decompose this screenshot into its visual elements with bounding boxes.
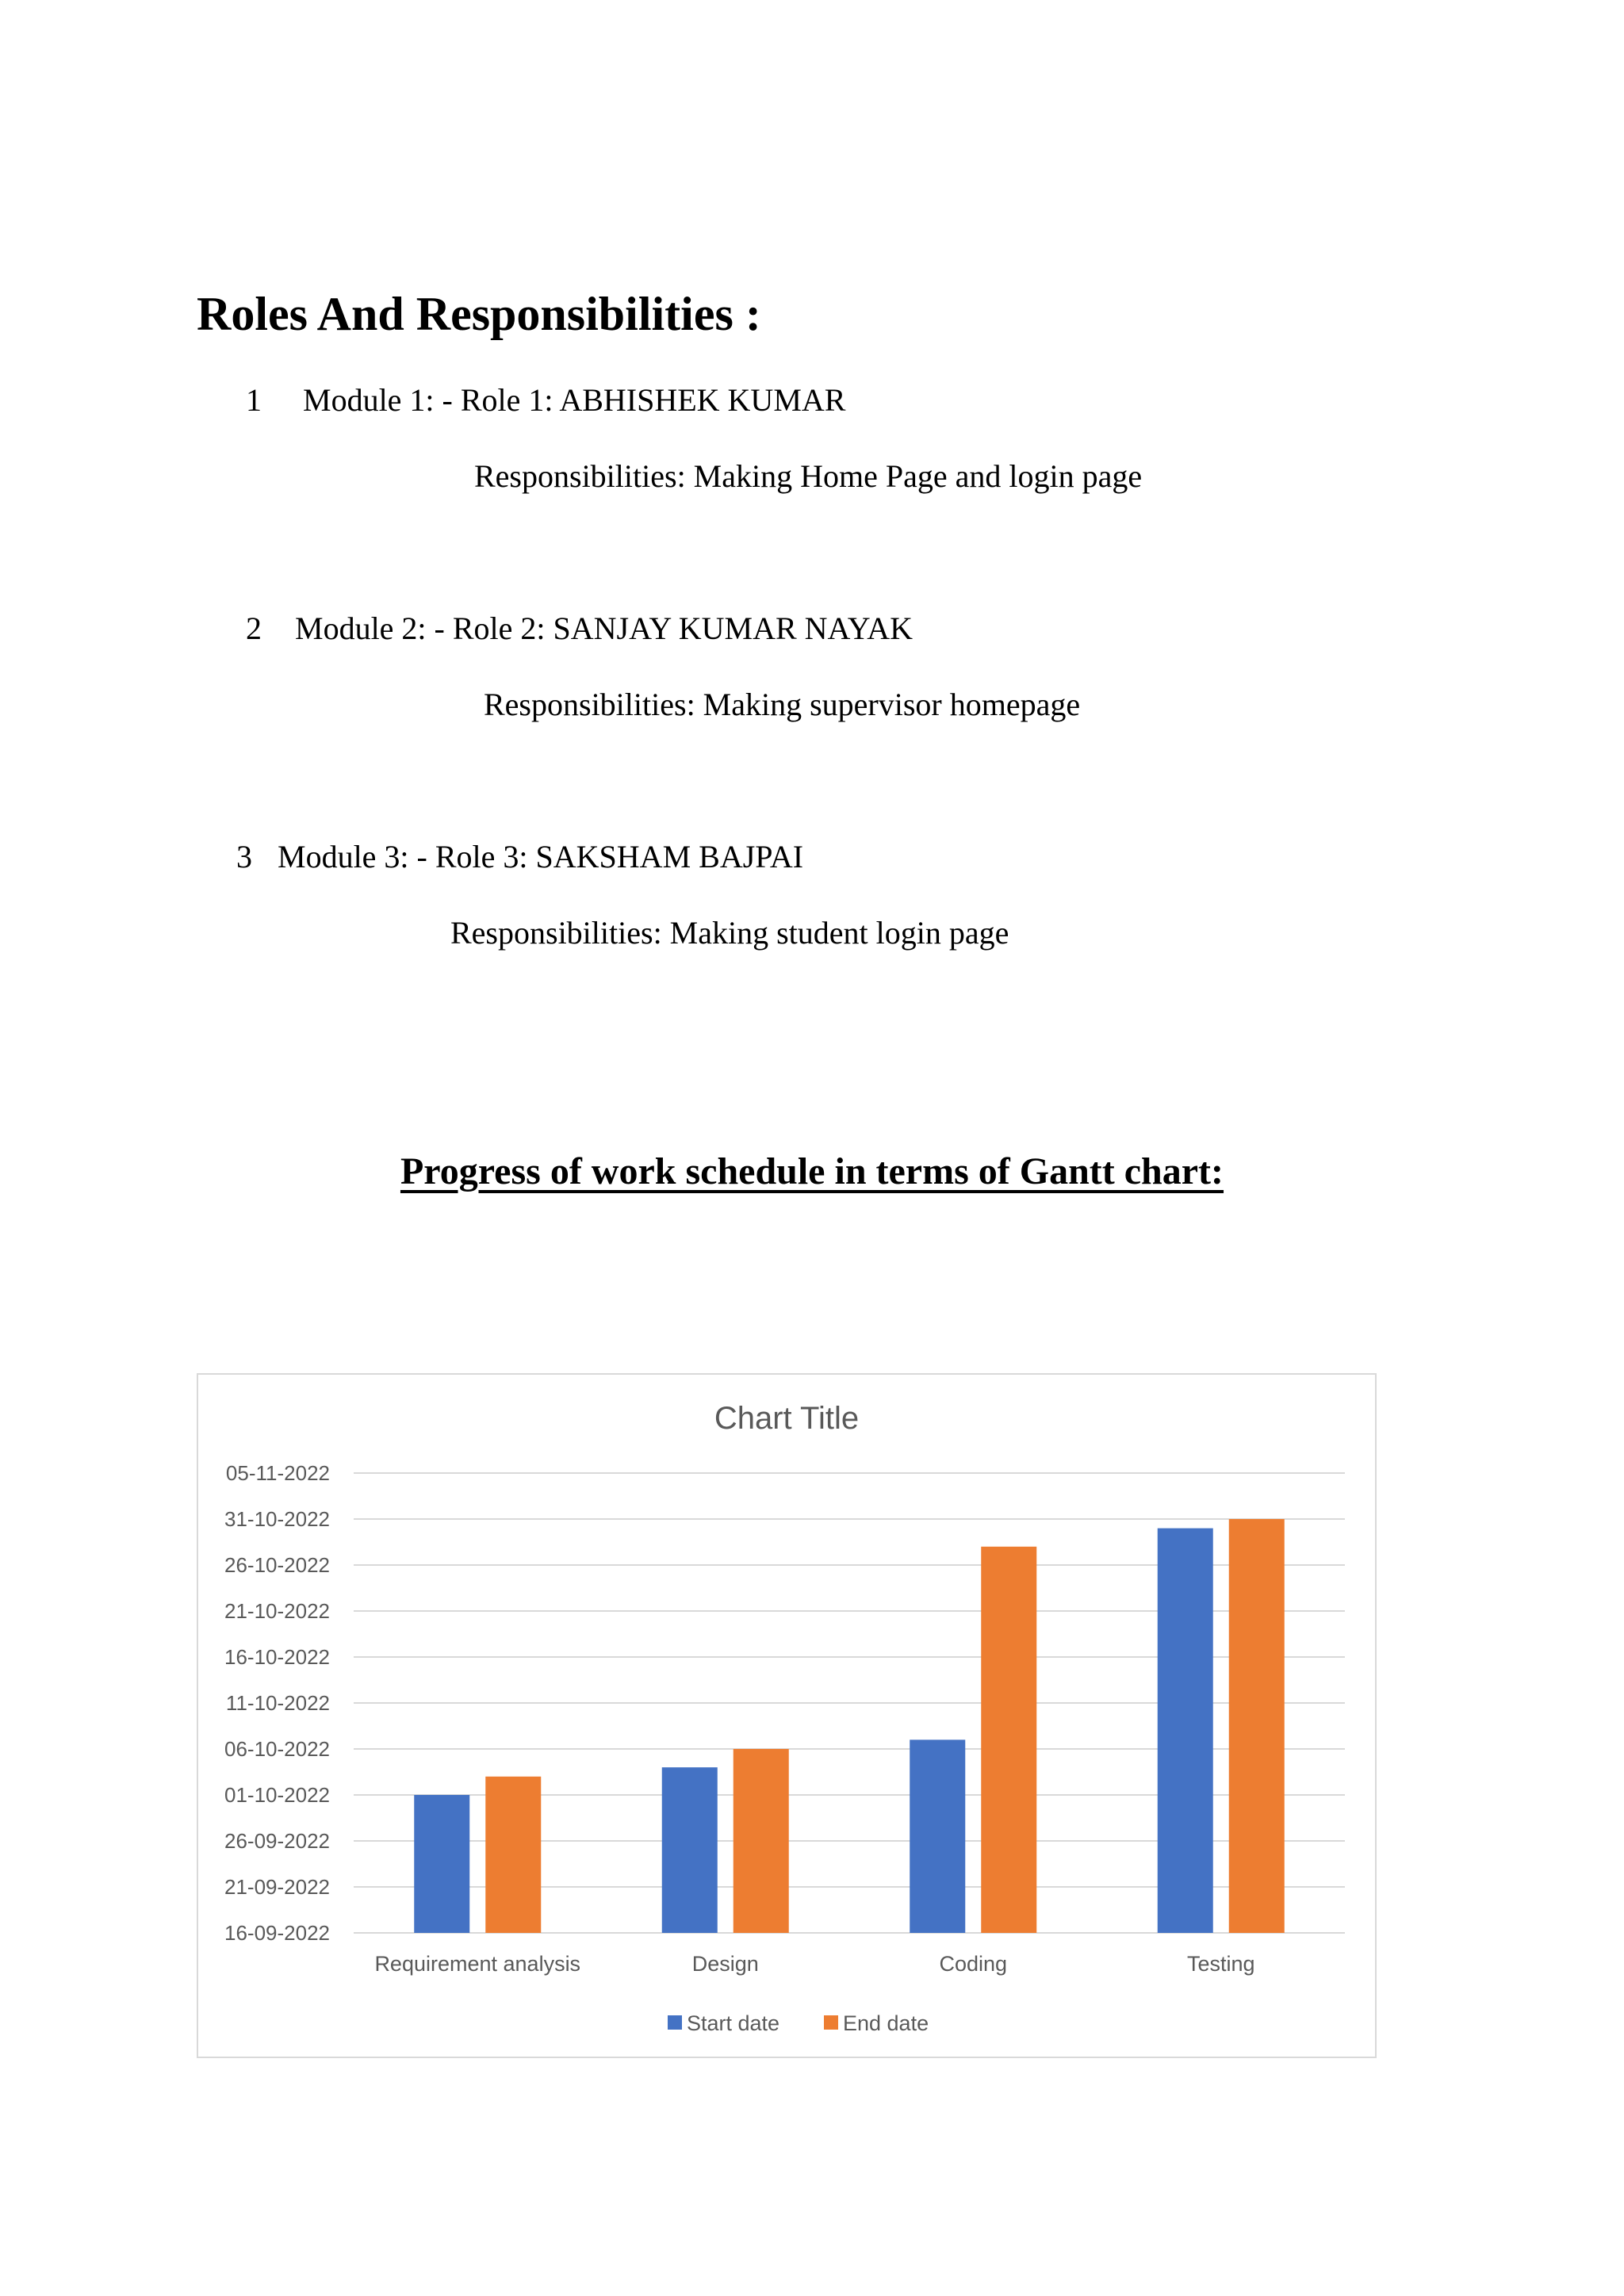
y-tick-label: 01-10-2022 (224, 1783, 330, 1807)
bar-start-date (1158, 1529, 1213, 1933)
module-1-title: Module 1: - Role 1: ABHISHEK KUMAR (303, 382, 846, 418)
chart-canvas (198, 1375, 1375, 2057)
module-1-responsibilities: Responsibilities: Making Home Page and login page (474, 458, 1143, 494)
legend-swatch (824, 2015, 838, 2030)
bar-start-date (414, 1795, 469, 1933)
gantt-chart (197, 1373, 1377, 2058)
gantt-heading-text: Progress of work schedule in terms of Gantt chart: (400, 1150, 1224, 1192)
chart-title: Chart Title (714, 1401, 860, 1436)
y-tick-label: 16-09-2022 (224, 1921, 330, 1945)
module-2-responsibilities: Responsibilities: Making supervisor homepage (484, 687, 1081, 722)
module-3-responsibilities: Responsibilities: Making student login page (450, 915, 1009, 951)
bar-start-date (662, 1767, 718, 1933)
legend-swatch (668, 2015, 682, 2030)
gantt-heading (0, 1146, 1624, 1197)
legend-label: End date (843, 2011, 929, 2035)
y-tick-label: 31-10-2022 (224, 1507, 330, 1531)
x-tick-label: Requirement analysis (374, 1952, 581, 1976)
module-3-number: 3 (236, 839, 252, 874)
chart-bars (414, 1519, 1285, 1933)
module-1-number: 1 (246, 382, 262, 418)
page-heading: Roles And Responsibilities : (197, 288, 761, 340)
bar-end-date (733, 1749, 789, 1933)
y-tick-label: 06-10-2022 (224, 1737, 330, 1761)
y-tick-label: 16-10-2022 (224, 1645, 330, 1669)
bar-end-date (981, 1547, 1036, 1933)
y-tick-label: 11-10-2022 (225, 1691, 330, 1715)
y-tick-label: 21-09-2022 (224, 1875, 330, 1899)
x-tick-label: Testing (1186, 1952, 1255, 1976)
y-tick-label: 26-10-2022 (224, 1553, 330, 1577)
module-2-title: Module 2: - Role 2: SANJAY KUMAR NAYAK (295, 610, 913, 646)
module-3-title: Module 3: - Role 3: SAKSHAM BAJPAI (278, 839, 804, 874)
legend-label: Start date (687, 2011, 780, 2035)
y-tick-label: 05-11-2022 (225, 1461, 330, 1485)
x-tick-label: Coding (939, 1952, 1008, 1976)
bar-end-date (1229, 1519, 1285, 1933)
x-tick-label: Design (691, 1952, 759, 1976)
bar-end-date (485, 1777, 541, 1933)
y-tick-label: 21-10-2022 (224, 1599, 330, 1623)
module-2-number: 2 (246, 610, 262, 646)
chart-x-axis (374, 1952, 1254, 1976)
bar-start-date (910, 1739, 965, 1933)
y-tick-label: 26-09-2022 (224, 1829, 330, 1853)
chart-legend (668, 2011, 929, 2035)
chart-y-axis (224, 1461, 330, 1945)
